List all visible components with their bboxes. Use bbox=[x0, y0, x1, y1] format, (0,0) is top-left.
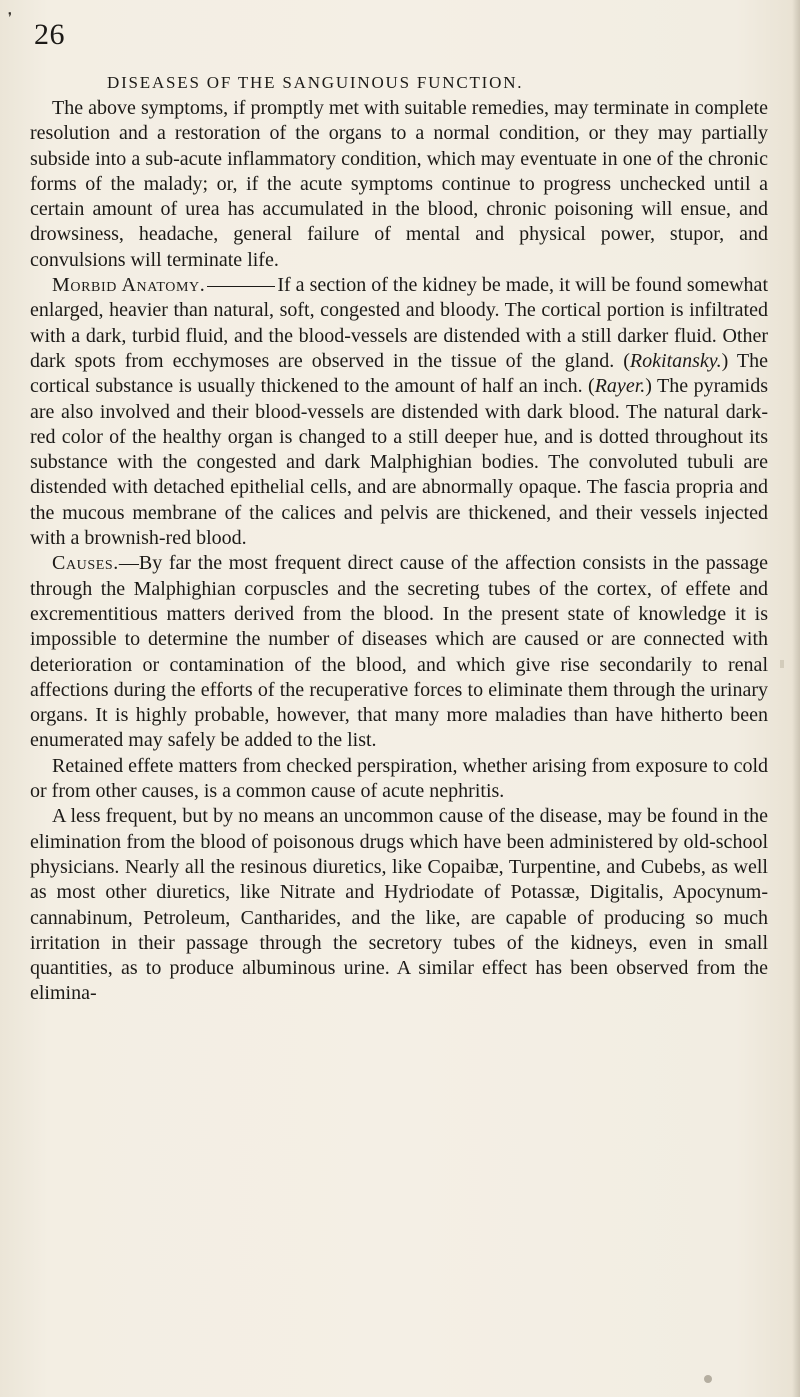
paragraph-morbid-anatomy bbox=[30, 273, 768, 551]
section-heading-morbid-anatomy: Morbid Anatomy. bbox=[52, 274, 206, 297]
morbid-anatomy-text-a: If a section of the kidney be made, it will be found somewhat enlarged, heavier than natural, soft, congested and bloody. The cortical portion is infiltrated with a dark, turbid fluid, and the blood-vessels are distended with a still darker fluid. Other dark spots from ecchymoses are observed in the tissue of the gland. ( bbox=[30, 274, 768, 372]
paragraph-causes bbox=[30, 551, 768, 753]
morbid-anatomy-text-c: ) The pyramids are also involved and their blood-vessels are distended with dark blood. The natural dark-red color of the healthy organ is changed to a still deeper hue, and is dotted throughout its substance with the congested and dark Malphighian bodies. The convoluted tubuli are distended with detached epithelial cells, and are abnormally opaque. The fascia propria and the mucous membrane of the calices and pelvis are thickened, and their vessels injected with a brownish-red blood. bbox=[30, 375, 768, 550]
section-heading-causes: Causes. bbox=[52, 552, 119, 575]
running-head: DISEASES OF THE SANGUINOUS FUNCTION. bbox=[107, 73, 524, 92]
author-citation-rokitansky: Rokitansky. bbox=[629, 349, 722, 372]
ink-spot bbox=[704, 1375, 712, 1383]
paragraph-symptoms: The above symptoms, if promptly met with suitable remedies, may terminate in complete resolution and a restoration of the organs to a normal condition, or they may partially subside into a sub-acute inflammatory condition, which may eventuate in one of the chronic forms of the malady; or, if the acute symptoms continue to progress unchecked until a certain amount of urea has accumulated in the blood, chronic poisoning will ensue, and drowsiness, headache, general failure of mental and physical power, stupor, and convulsions will terminate life. bbox=[30, 97, 768, 271]
page-header bbox=[22, 12, 782, 92]
body-text bbox=[30, 96, 768, 1007]
paragraph-retained-matters: Retained effete matters from checked perspiration, whether arising from exposure to cold or from other causes, is a common cause of acute nephritis. bbox=[30, 754, 768, 803]
causes-text: —By far the most frequent direct cause of the affection consists in the passage through the Malphighian corpuscles and the secreting tubes of the cortex, of effete and excrementitious matters derived from the blood. In the present state of knowledge it is impossible to determine the number of diseases which are caused or are connected with deterioration or contamination of the blood, and which give rise secondarily to renal affections during the efforts of the recuperative forces to eliminate them through the urinary organs. It is highly probable, however, that many more maladies than have hitherto been enumerated may safely be added to the list. bbox=[30, 552, 768, 752]
paragraph-poisonous-drugs: A less frequent, but by no means an uncommon cause of the disease, may be found in the elimination from the blood of poisonous drugs which have been administered by old-school physicians. Nearly all the resinous diuretics, like Copaibæ, Turpentine, and Cubebs, as well as most other diuretics, like Nitrate and Hydriodate of Potassæ, Digitalis, Apocynum-cannabinum, Petroleum, Cantharides, and the like, are capable of producing so much irritation in their passage through the secretory tubes of the kidneys, even in small quantities, as to produce albuminous urine. A similar effect has been observed from the elimina- bbox=[30, 805, 768, 1005]
page-number: 26 bbox=[34, 18, 65, 51]
page-edge-shadow bbox=[792, 0, 800, 1397]
em-rule bbox=[207, 286, 275, 287]
page-blemish bbox=[780, 660, 784, 668]
morbid-anatomy-text-b: ) The cortical substance is usually thickened to the amount of half an inch. ( bbox=[30, 349, 768, 398]
page-corner-mark: ❜ bbox=[8, 10, 12, 24]
author-citation-rayer: Rayer. bbox=[594, 375, 646, 398]
